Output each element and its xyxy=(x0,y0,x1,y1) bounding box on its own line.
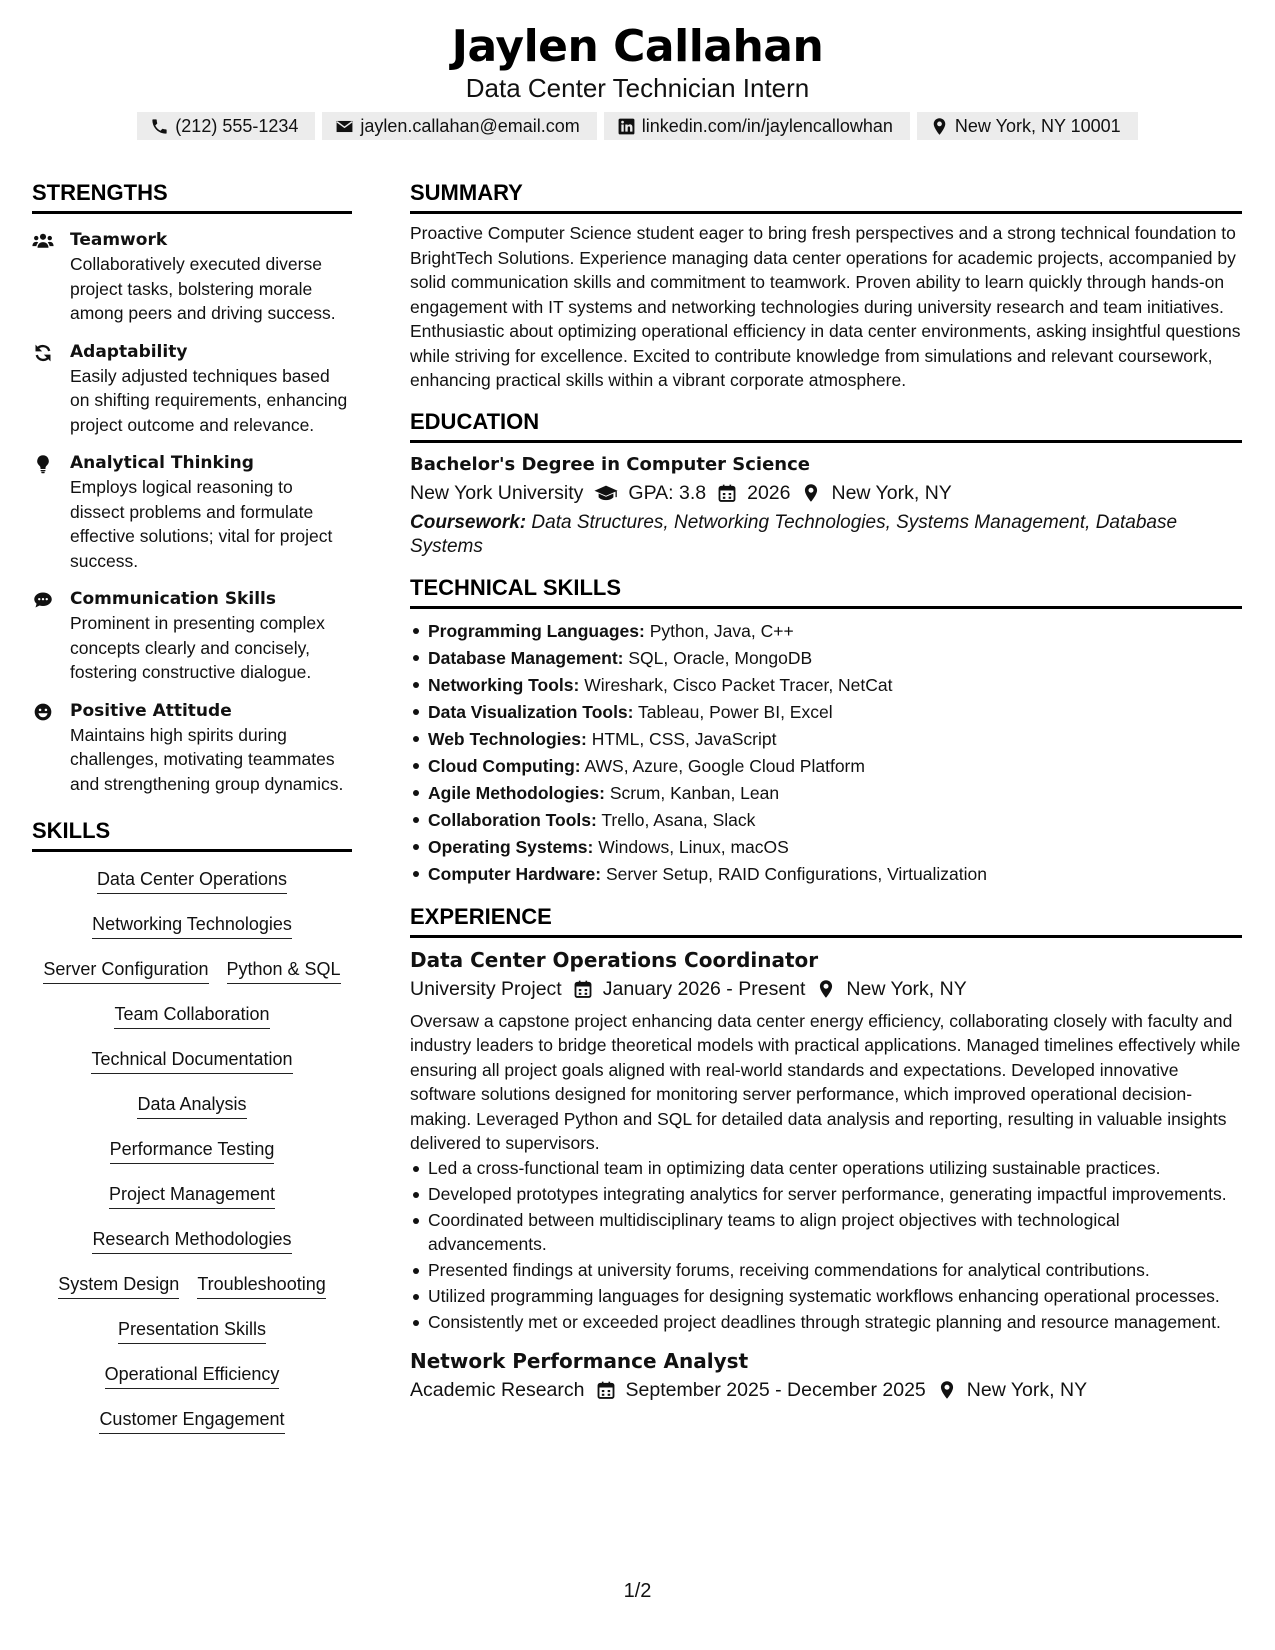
linkedin-icon xyxy=(617,117,636,136)
job-title: Data Center Operations Coordinator xyxy=(410,947,819,972)
graduation-cap-icon xyxy=(594,483,618,503)
candidate-role: Data Center Technician Intern xyxy=(465,73,810,103)
left-column xyxy=(32,180,352,1443)
skill-row xyxy=(32,948,352,993)
skills-heading: SKILLS xyxy=(32,818,352,852)
list-item: Coordinated between multidisciplinary teams to align project objectives with technological advancements. xyxy=(410,1208,1242,1257)
map-pin-icon xyxy=(801,483,821,503)
phone-icon xyxy=(150,117,169,136)
strength-item xyxy=(32,699,352,797)
job-dates: September 2025 - December 2025 xyxy=(625,1378,926,1401)
coursework-label: Coursework: xyxy=(410,511,527,533)
list-item: Consistently met or exceeded project deadlines through strategic planning and resource management. xyxy=(410,1310,1242,1335)
map-pin-icon xyxy=(816,979,836,999)
job-location: New York, NY xyxy=(846,977,967,1000)
list-item: Programming Languages: Python, Java, C++ xyxy=(410,618,1242,645)
technical-skills-list xyxy=(410,618,1242,888)
degree-title: Bachelor's Degree in Computer Science xyxy=(410,453,810,475)
strength-item xyxy=(32,587,352,685)
education-meta xyxy=(410,478,1242,508)
skill-tag: Presentation Skills xyxy=(118,1317,266,1344)
skill-tag: Research Methodologies xyxy=(92,1227,291,1254)
list-item: Networking Tools: Wireshark, Cisco Packet Tracer, NetCat xyxy=(410,672,1242,699)
skill-tag: Networking Technologies xyxy=(92,912,292,939)
envelope-icon xyxy=(335,117,354,136)
experience-heading: EXPERIENCE xyxy=(410,904,1242,938)
job-title: Network Performance Analyst xyxy=(410,1348,749,1373)
smile-icon xyxy=(32,702,54,722)
skill-row xyxy=(32,1038,352,1083)
list-item: Web Technologies: HTML, CSS, JavaScript xyxy=(410,726,1242,753)
linkedin-text: linkedin.com/in/jaylencallowhan xyxy=(641,115,893,136)
strength-item xyxy=(32,340,352,438)
skill-row xyxy=(32,1308,352,1353)
job-location: New York, NY xyxy=(966,1378,1088,1401)
technical-skills-heading: TECHNICAL SKILLS xyxy=(410,575,1242,609)
skill-tag: Performance Testing xyxy=(110,1137,275,1164)
list-item: Agile Methodologies: Scrum, Kanban, Lean xyxy=(410,780,1242,807)
strength-title: Positive Attitude xyxy=(70,700,232,721)
job-org: Academic Research xyxy=(410,1378,585,1401)
skill-row xyxy=(32,903,352,948)
skills-section xyxy=(32,818,352,1443)
strength-desc: Collaboratively executed diverse project tasks, bolstering morale among peers and driving success. xyxy=(70,254,336,323)
strength-title: Communication Skills xyxy=(70,589,276,609)
experience-section xyxy=(410,904,1242,1405)
skill-row xyxy=(32,1173,352,1218)
education-section xyxy=(410,409,1242,559)
strengths-heading: STRENGTHS xyxy=(32,180,352,214)
list-item: Utilized programming languages for designing systematic workflows enhancing operational processes. xyxy=(410,1284,1242,1309)
strength-desc: Maintains high spirits during challenges, motivating teammates and strengthening group dynamics. xyxy=(70,724,344,794)
skill-row xyxy=(32,1398,352,1443)
skill-row xyxy=(32,1218,352,1263)
strength-title: Teamwork xyxy=(70,230,168,250)
users-icon xyxy=(32,231,54,251)
strength-item xyxy=(32,451,352,573)
contact-phone[interactable] xyxy=(137,112,315,140)
skill-tag: Customer Engagement xyxy=(99,1407,284,1434)
map-pin-icon xyxy=(937,1380,957,1400)
list-item: Developed prototypes integrating analytics for server performance, generating impactful improvements. xyxy=(410,1182,1242,1207)
job-meta xyxy=(410,1375,1242,1405)
right-column xyxy=(410,180,1242,1405)
skill-row xyxy=(32,1353,352,1398)
email-text: jaylen.callahan@email.com xyxy=(360,115,580,136)
skill-tag: Data Analysis xyxy=(137,1092,246,1119)
strength-desc: Employs logical reasoning to dissect problems and formulate effective solutions; vital for project success. xyxy=(70,477,333,571)
refresh-icon xyxy=(32,343,54,363)
skills-list xyxy=(32,858,352,1443)
skill-row xyxy=(32,858,352,903)
candidate-name: Jaylen Callahan xyxy=(451,21,824,72)
skill-tag: Project Management xyxy=(109,1182,275,1209)
job-org: University Project xyxy=(410,977,562,1000)
list-item: Data Visualization Tools: Tableau, Power BI, Excel xyxy=(410,699,1242,726)
contact-location xyxy=(917,112,1138,140)
chat-icon xyxy=(32,590,54,610)
calendar-icon xyxy=(717,483,737,503)
education-heading: EDUCATION xyxy=(410,409,1242,443)
summary-text: Proactive Computer Science student eager to bring fresh perspectives and a strong technical foundation to BrightTech Solutions. Experience managing data center operations for academic projects, accompanied by solid communication skills and commitment to teamwork. Proven ability to learn quickly through hands-on engagement with IT systems and networking technologies during university research and team initiatives. Enthusiastic about optimizing operational efficiency in data center environments, asking insightful questions while striving for excellence. Excited to contribute knowledge from simulations and relevant coursework, enhancing practical skills within a vibrant corporate atmosphere. xyxy=(410,223,1241,390)
contact-bar xyxy=(0,112,1275,140)
skill-row xyxy=(32,1083,352,1128)
location-text: New York, NY 10001 xyxy=(954,115,1121,136)
strength-desc: Prominent in presenting complex concepts clearly and concisely, fostering constructive dialogue. xyxy=(70,613,325,682)
summary-heading: SUMMARY xyxy=(410,180,1242,214)
skill-tag: Data Center Operations xyxy=(97,867,287,894)
gpa: GPA: 3.8 xyxy=(628,481,707,504)
job-description: Oversaw a capstone project enhancing data center energy efficiency, collaborating closely with faculty and industry leaders to bridge theoretical models with practical applications. Managed timelines effectively while ensuring all project goals aligned with real-world standards and expectations. Developed innovative software solutions designed for monitoring server performance, which improved operational decision-making. Leveraged Python and SQL for detailed data analysis and reporting, resulting in valuable insights delivered to supervisors. xyxy=(410,1010,1241,1153)
technical-skills-section xyxy=(410,575,1242,888)
strength-title: Analytical Thinking xyxy=(70,453,254,473)
strength-desc: Easily adjusted techniques based on shifting requirements, enhancing project outcome and relevance. xyxy=(70,365,348,435)
job-meta xyxy=(410,974,1242,1004)
list-item: Presented findings at university forums, receiving commendations for analytical contributions. xyxy=(410,1258,1242,1283)
calendar-icon xyxy=(573,979,593,999)
lightbulb-icon xyxy=(32,454,54,474)
skill-tag: Operational Efficiency xyxy=(105,1362,280,1389)
school-name: New York University xyxy=(410,481,584,504)
resume-header xyxy=(0,20,1275,140)
skill-row xyxy=(32,993,352,1038)
coursework xyxy=(410,511,1242,559)
contact-linkedin[interactable] xyxy=(604,112,910,140)
graduation-year: 2026 xyxy=(747,481,791,504)
phone-text: (212) 555-1234 xyxy=(175,115,299,136)
skill-tag: Server Configuration xyxy=(43,957,208,984)
map-pin-icon xyxy=(930,117,949,136)
skill-row xyxy=(32,1263,352,1308)
skill-tag: Technical Documentation xyxy=(91,1047,292,1074)
job-dates: January 2026 - Present xyxy=(602,977,806,1000)
strength-item xyxy=(32,228,352,326)
skill-tag: System Design xyxy=(58,1272,179,1299)
skill-tag: Team Collaboration xyxy=(114,1002,269,1029)
contact-email[interactable] xyxy=(322,112,596,140)
skill-row xyxy=(32,1128,352,1173)
job-bullets xyxy=(410,1156,1242,1335)
strength-title: Adaptability xyxy=(70,341,188,362)
calendar-icon xyxy=(596,1380,616,1400)
school-location: New York, NY xyxy=(831,481,952,504)
list-item: Led a cross-functional team in optimizing data center operations utilizing sustainable practices. xyxy=(410,1156,1242,1181)
coursework-list: Data Structures, Networking Technologies, Systems Management, Database Systems xyxy=(410,511,1178,557)
list-item: Operating Systems: Windows, Linux, macOS xyxy=(410,834,1242,861)
skill-tag: Troubleshooting xyxy=(197,1272,325,1299)
list-item: Computer Hardware: Server Setup, RAID Configurations, Virtualization xyxy=(410,861,1242,888)
list-item: Collaboration Tools: Trello, Asana, Slack xyxy=(410,807,1242,834)
skill-tag: Python & SQL xyxy=(227,957,341,984)
list-item: Database Management: SQL, Oracle, MongoDB xyxy=(410,645,1242,672)
page-number: 1/2 xyxy=(623,1580,652,1602)
list-item: Cloud Computing: AWS, Azure, Google Cloud Platform xyxy=(410,753,1242,780)
